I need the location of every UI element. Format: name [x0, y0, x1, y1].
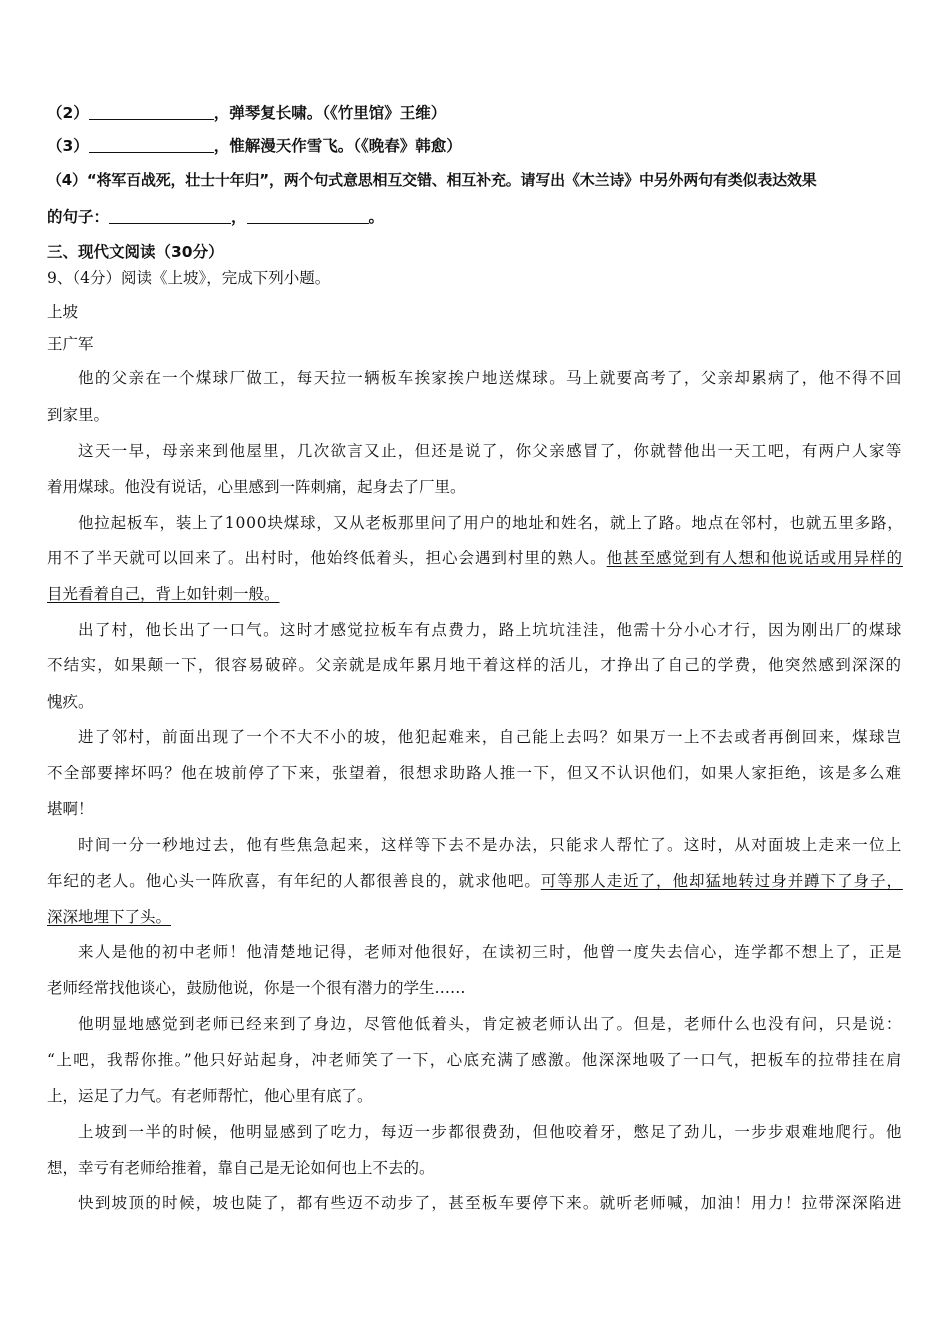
article-line — [78, 513, 904, 533]
article-text: 他拉起板车，装上了1000块煤球，又从老板那里问了用户的地址和姓名，就上了路。地点在邻村，也就五里多路， — [78, 514, 904, 532]
poem-text: ，弹琴复长啸。（《竹里馆》王维） — [213, 104, 447, 122]
article-text: 上坡到一半的时候，他明显感到了吃力，每迈一步都很费劲，但他咬着牙，憋足了劲儿，一步步艰难地爬行。他 — [78, 1123, 903, 1141]
q4-prefix: 的句子： — [47, 208, 110, 226]
answer-blank[interactable] — [247, 208, 369, 224]
article-line — [78, 368, 903, 388]
q4-separator: ， — [231, 208, 247, 226]
article-line — [47, 692, 94, 712]
q4-end: 。 — [368, 208, 385, 226]
article-line — [78, 942, 903, 962]
article-text: 这天一早，母亲来到他屋里，几次欲言又止，但还是说了，你父亲感冒了，你就替他出一天工吧，有两户人家等 — [78, 442, 903, 460]
answer-blank[interactable] — [89, 104, 214, 120]
article-line — [47, 584, 280, 604]
article-text: 想，幸亏有老师给推着，靠自己是无论如何也上不去的。 — [47, 1159, 435, 1177]
question-4-line-1: （4）“将军百战死，壮士十年归”，两个句式意思相互交错、相互补充。请写出《木兰诗》中另外两句有类似表达效果 — [47, 171, 817, 189]
article-line — [47, 763, 902, 783]
article-text: 出了村，他长出了一口气。这时才感觉拉板车有点费力，路上坑坑洼洼，他需十分小心才行，因为刚出厂的煤球 — [78, 621, 903, 639]
article-text: 年纪的老人。他心头一阵欣喜，有年纪的人都很善良的，就求他吧。 — [47, 872, 541, 890]
article-line — [78, 441, 903, 461]
poem-text: ，惟解漫天作雪飞。（《晚春》韩愈） — [213, 137, 462, 155]
article-line — [47, 1086, 373, 1106]
underlined-sentence: 深深地埋下了头。 — [47, 908, 172, 926]
underlined-sentence: 他甚至感觉到有人想和他说话或用异样的 — [606, 549, 903, 567]
article-text: 快到坡顶的时候，坡也陡了，都有些迈不动步了，甚至板车要停下来。就听老师喊，加油！用力！拉带深深陷进 — [78, 1194, 903, 1212]
article-text: 进了邻村，前面出现了一个不大不小的坡，他犯起难来，自己能上去吗？如果万一上不去或者再倒回来，煤球岂 — [78, 728, 903, 746]
article-text: 来人是他的初中老师！他清楚地记得，老师对他很好，在读初三时，他曾一度失去信心，连学都不想上了，正是 — [78, 943, 903, 961]
article-text: 他明显地感觉到老师已经来到了身边，尽管他低着头，肯定被老师认出了。但是，老师什么也没有问，只是说： — [78, 1015, 903, 1033]
question-number: （3） — [47, 137, 89, 155]
article-line — [78, 1122, 903, 1142]
article-line — [47, 871, 903, 891]
article-line — [47, 477, 466, 497]
article-line — [47, 799, 94, 819]
article-text: 不全部要摔坏吗？他在坡前停了下来，张望着，很想求助路人推一下，但又不认识他们，如果人家拒绝，该是多么难 — [47, 764, 903, 782]
article-line — [47, 978, 466, 998]
underlined-sentence: 目光看着自己，背上如针刺一般。 — [47, 585, 280, 603]
article-line — [47, 548, 903, 568]
question-number: （2） — [47, 104, 89, 122]
poem-line-3 — [47, 136, 462, 156]
article-text: 老师经常找他谈心，鼓励他说，你是一个很有潜力的学生…… — [47, 979, 466, 997]
article-text: 着用煤球。他没有说话，心里感到一阵刺痛，起身去了厂里。 — [47, 478, 466, 496]
article-text: 愧疚。 — [47, 693, 94, 711]
article-line — [47, 405, 109, 425]
article-line — [47, 1050, 903, 1070]
article-text: 他的父亲在一个煤球厂做工，每天拉一辆板车挨家挨户地送煤球。马上就要高考了，父亲却累病了，他不得不回 — [78, 369, 903, 387]
question-4-line-2 — [47, 207, 384, 227]
article-line — [78, 620, 903, 640]
article-text: 不结实，如果颠一下，很容易破碎。父亲就是成年累月地干着这样的活儿，才挣出了自己的学费，他突然感到深深的 — [47, 656, 903, 674]
article-text: 到家里。 — [47, 406, 110, 424]
article-line — [78, 1014, 903, 1034]
answer-blank[interactable] — [89, 137, 214, 153]
article-line — [78, 727, 903, 747]
section-heading: 三、现代文阅读（30分） — [47, 243, 224, 261]
question-9-prompt: 9、（4分）阅读《上坡》，完成下列小题。 — [47, 269, 331, 287]
article-title: 上坡 — [47, 303, 79, 321]
article-line — [47, 1158, 435, 1178]
article-text: 用不了半天就可以回来了。出村时，他始终低着头，担心会遇到村里的熟人。 — [47, 549, 607, 567]
article-text: 时间一分一秒地过去，他有些焦急起来，这样等下去不是办法，只能求人帮忙了。这时，从对面坡上走来一位上 — [78, 836, 903, 854]
article-line — [78, 1193, 903, 1213]
article-author: 王广军 — [47, 335, 94, 353]
article-text: 上，运足了力气。有老师帮忙，他心里有底了。 — [47, 1087, 373, 1105]
underlined-sentence: 可等那人走近了，他却猛地转过身并蹲下了身子， — [540, 872, 903, 890]
article-line — [47, 907, 171, 927]
article-line — [47, 655, 902, 675]
article-text: 堪啊！ — [47, 800, 94, 818]
article-text: “上吧，我帮你推。”他只好站起身，冲老师笑了一下，心底充满了感激。他深深地吸了一口气，把板车的拉带挂在肩 — [47, 1051, 903, 1069]
article-line — [78, 835, 903, 855]
poem-line-2 — [47, 103, 446, 123]
answer-blank[interactable] — [109, 208, 231, 224]
